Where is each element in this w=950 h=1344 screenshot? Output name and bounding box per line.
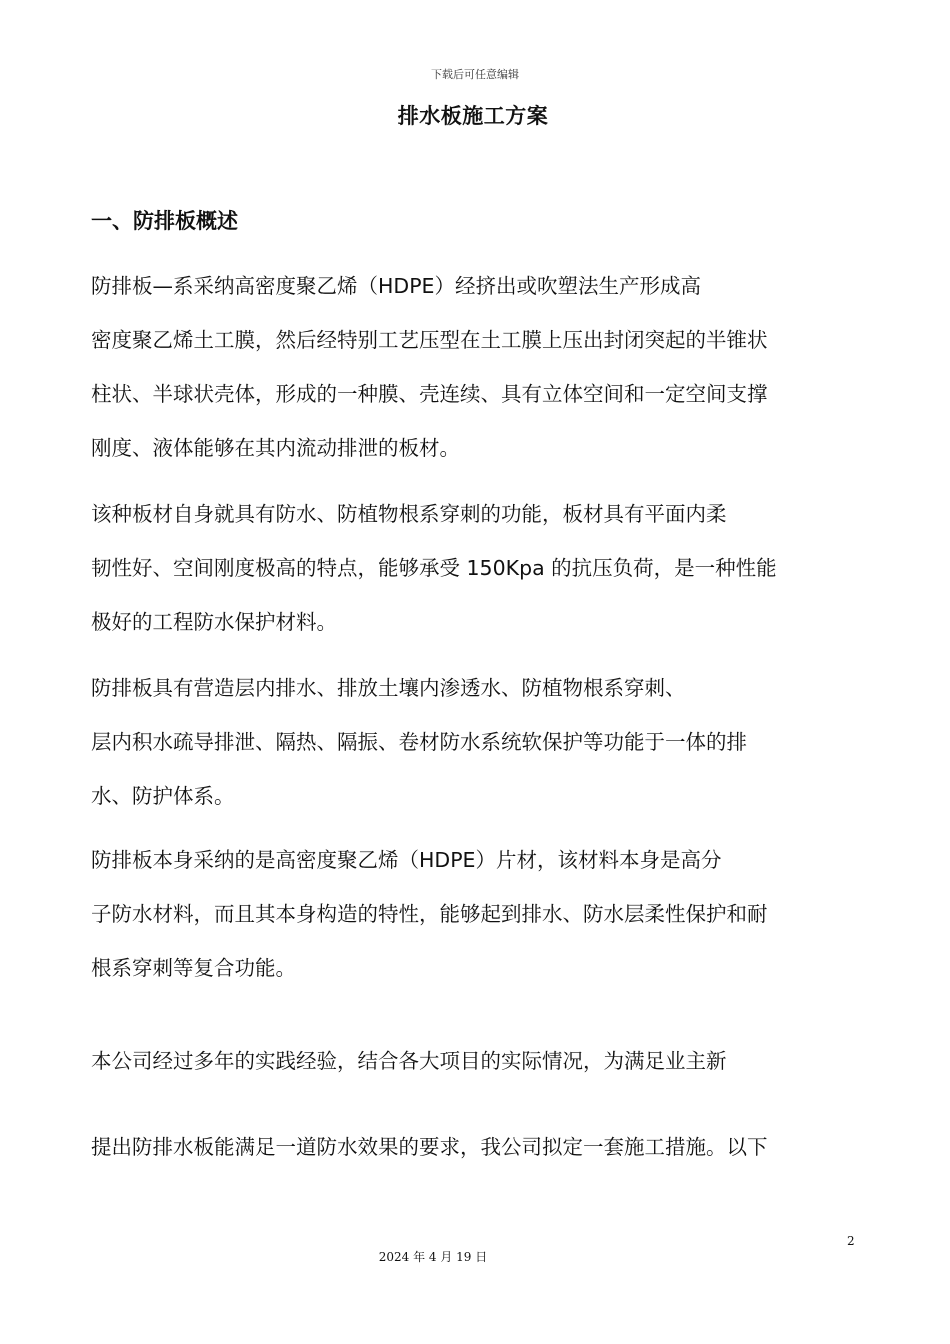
paragraph-3: [91, 661, 871, 823]
footer-date: 2024 年 4 月 19 日: [378, 1250, 488, 1264]
paragraph-1: [91, 259, 871, 475]
paragraph-line: 层内积水疏导排泄、隔热、隔振、卷材防水系统软保护等功能于一体的排: [91, 730, 747, 754]
paragraph-line: 本公司经过多年的实践经验，结合各大项目的实际情况，为满足业主新: [91, 1049, 727, 1073]
paragraph-2: [91, 487, 871, 649]
paragraph-line: 该种板材自身就具有防水、防植物根系穿刺的功能，板材具有平面内柔: [91, 502, 727, 526]
paragraph-line: 极好的工程防水保护材料。: [91, 610, 337, 634]
section-heading: 一、防排板概述: [91, 209, 238, 233]
paragraph-line: 刚度、液体能够在其内流动排泄的板材。: [91, 436, 460, 460]
paragraph-line: 柱状、半球状壳体，形成的一种膜、壳连续、具有立体空间和一定空间支撑: [91, 382, 768, 406]
paragraph-line: 根系穿刺等复合功能。: [91, 956, 296, 980]
paragraph-line: 防排板—系采纳高密度聚乙烯（HDPE）经挤出或吹塑法生产形成高: [91, 274, 702, 298]
paragraph-line: 防排板具有营造层内排水、排放土壤内渗透水、防植物根系穿刺、: [91, 676, 686, 700]
paragraph-4: [91, 833, 871, 995]
page-number: 2: [847, 1234, 855, 1248]
document-title: 排水板施工方案: [397, 104, 549, 128]
paragraph-line: 子防水材料，而且其本身构造的特性，能够起到排水、防水层柔性保护和耐: [91, 902, 768, 926]
paragraph-line: 水、防护体系。: [91, 784, 235, 808]
paragraph-line: 密度聚乙烯土工膜，然后经特别工艺压型在土工膜上压出封闭突起的半锥状: [91, 328, 768, 352]
paragraph-line: 提出防排水板能满足一道防水效果的要求，我公司拟定一套施工措施。以下: [91, 1135, 768, 1159]
paragraph-5: [91, 1018, 871, 1190]
paragraph-line: 韧性好、空间刚度极高的特点，能够承受 150Kpa 的抗压负荷，是一种性能: [91, 556, 777, 580]
paragraph-line: 防排板本身采纳的是高密度聚乙烯（HDPE）片材，该材料本身是高分: [91, 848, 722, 872]
header-note: 下载后可任意编辑: [431, 68, 519, 81]
